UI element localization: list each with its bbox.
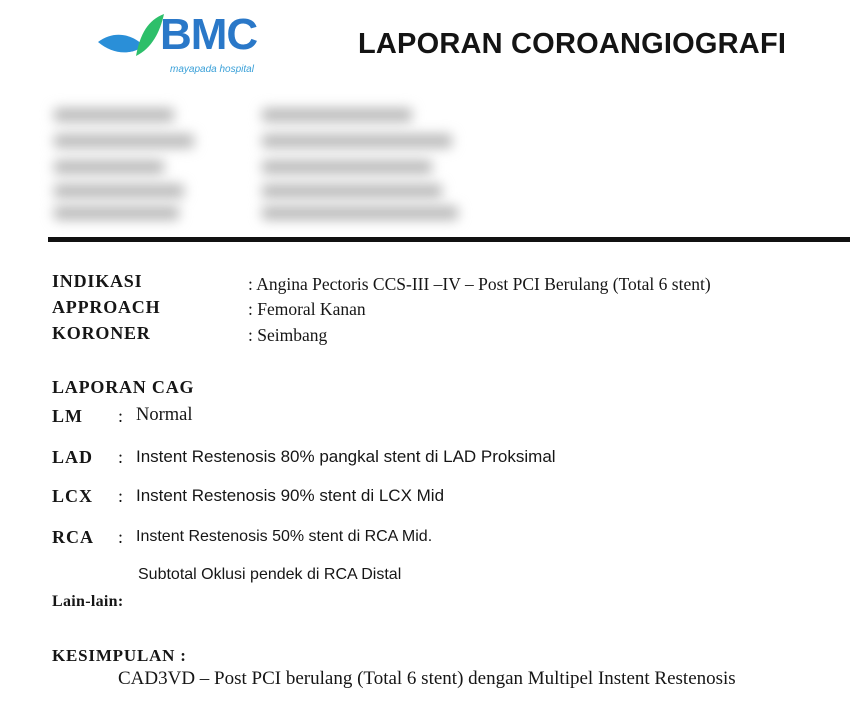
kesimpulan-label: KESIMPULAN : (52, 646, 187, 665)
lm-text: Normal (136, 405, 193, 425)
lad-text: Instent Restenosis 80% pangkal stent di LAD Proksimal (136, 447, 556, 466)
header-divider (48, 237, 850, 242)
indikasi-label: INDIKASI (52, 271, 143, 291)
lain-lain-label: Lain-lain: (52, 593, 124, 610)
kesimpulan-text: CAD3VD – Post PCI berulang (Total 6 stent) dengan Multipel Instent Restenosis (118, 668, 736, 689)
koroner-label: KORONER (52, 323, 151, 343)
approach-value: : Femoral Kanan (248, 299, 366, 319)
leaf-logo-icon (96, 12, 166, 68)
rca-subtotal-text: Subtotal Oklusi pendek di RCA Distal (138, 566, 402, 583)
logo-text: BMC (160, 10, 258, 59)
hospital-logo (96, 8, 286, 78)
lad-code: LAD (52, 447, 94, 467)
approach-label: APPROACH (52, 297, 161, 317)
lm-code: LM (52, 406, 83, 426)
indikasi-value: : Angina Pectoris CCS-III –IV – Post PCI Berulang (Total 6 stent) (248, 274, 711, 294)
lad-colon: : (118, 447, 124, 467)
lm-colon: : (118, 406, 124, 426)
rca-text: Instent Restenosis 50% stent di RCA Mid. (136, 528, 433, 545)
lcx-text: Instent Restenosis 90% stent di LCX Mid (136, 486, 445, 505)
lcx-colon: : (118, 486, 124, 506)
rca-colon: : (118, 527, 124, 547)
rca-code: RCA (52, 527, 94, 547)
laporan-cag-heading: LAPORAN CAG (52, 377, 195, 397)
report-title: LAPORAN COROANGIOGRAFI (358, 28, 787, 60)
logo-subtitle: mayapada hospital (170, 64, 254, 75)
lcx-code: LCX (52, 486, 94, 506)
redacted-patient-info (48, 100, 468, 228)
koroner-value: : Seimbang (248, 325, 328, 345)
